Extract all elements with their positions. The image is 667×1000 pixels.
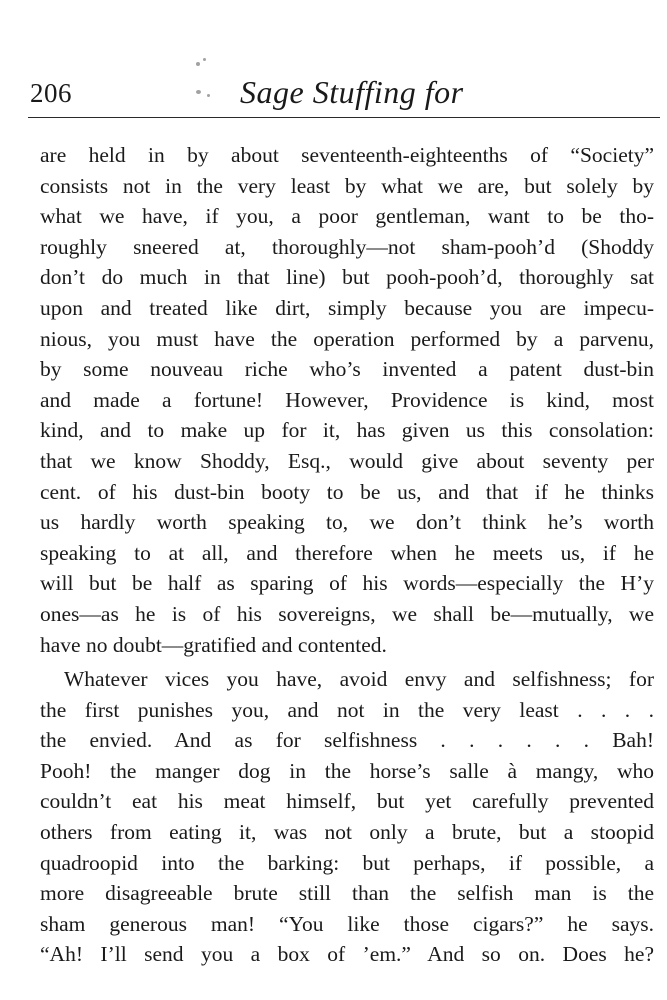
text-line: Whatever vices you have, avoid envy and selfishness; for (64, 667, 654, 692)
text-line: that we know Shoddy, Esq., would give about seventy per (40, 448, 654, 473)
text-line: and made a fortune! However, Providence is kind, most (40, 387, 654, 412)
text-line: cent. of his dust-bin booty to be us, and that if he thinks (40, 479, 654, 504)
ink-speck (196, 62, 200, 66)
text-line: by some nouveau riche who’s invented a patent dust-bin (40, 357, 654, 382)
text-line: “Ah! I’ll send you a box of ’em.” And so on. Does he? (40, 942, 654, 967)
paragraph (40, 140, 654, 660)
running-head (30, 68, 660, 112)
page-number: 206 (30, 78, 72, 108)
running-title: Sage Stuffing for (240, 74, 464, 110)
text-line: couldn’t eat his meat himself, but yet carefully prevented (40, 789, 654, 814)
text-line: have no doubt—gratified and contented. (40, 632, 387, 657)
ink-speck (203, 58, 206, 61)
text-line: upon and treated like dirt, simply because you are impecu- (40, 295, 654, 320)
text-line: are held in by about seventeenth-eighteenths of “Society” (40, 143, 654, 167)
header-rule (28, 117, 660, 118)
text-line: nious, you must have the operation performed by a parvenu, (40, 326, 654, 351)
text-line: will but be half as sparing of his words—especially the H’y (40, 571, 654, 596)
text-line: others from eating it, was not only a brute, but a stoopid (40, 820, 654, 845)
paragraph (40, 664, 654, 970)
text-line: sham generous man! “You like those cigars?” he says. (40, 911, 654, 936)
text-line: Pooh! the manger dog in the horse’s salle à mangy, who (40, 758, 654, 783)
text-line: consists not in the very least by what we are, but solely by (40, 173, 654, 198)
ink-speck (207, 94, 210, 97)
body-text (40, 140, 654, 970)
text-line: roughly sneered at, thoroughly—not sham-pooh’d (Shoddy (40, 234, 654, 259)
text-line: the first punishes you, and not in the very least . . . . (40, 697, 654, 722)
text-line: speaking to at all, and therefore when he meets us, if he (40, 540, 654, 565)
text-line: kind, and to make up for it, has given us this consolation: (40, 418, 654, 443)
text-line: quadroopid into the barking: but perhaps, if possible, a (40, 850, 654, 875)
text-line: the envied. And as for selfishness . . . . . . Bah! (40, 728, 654, 753)
text-line: us hardly worth speaking to, we don’t think he’s worth (40, 510, 654, 535)
text-line: ones—as he is of his sovereigns, we shall be—mutually, we (40, 601, 654, 626)
text-line: what we have, if you, a poor gentleman, want to be tho- (40, 204, 654, 229)
text-line: don’t do much in that line) but pooh-pooh’d, thoroughly sat (40, 265, 654, 290)
text-line: more disagreeable brute still than the selfish man is the (40, 881, 654, 906)
ink-speck (196, 90, 201, 94)
